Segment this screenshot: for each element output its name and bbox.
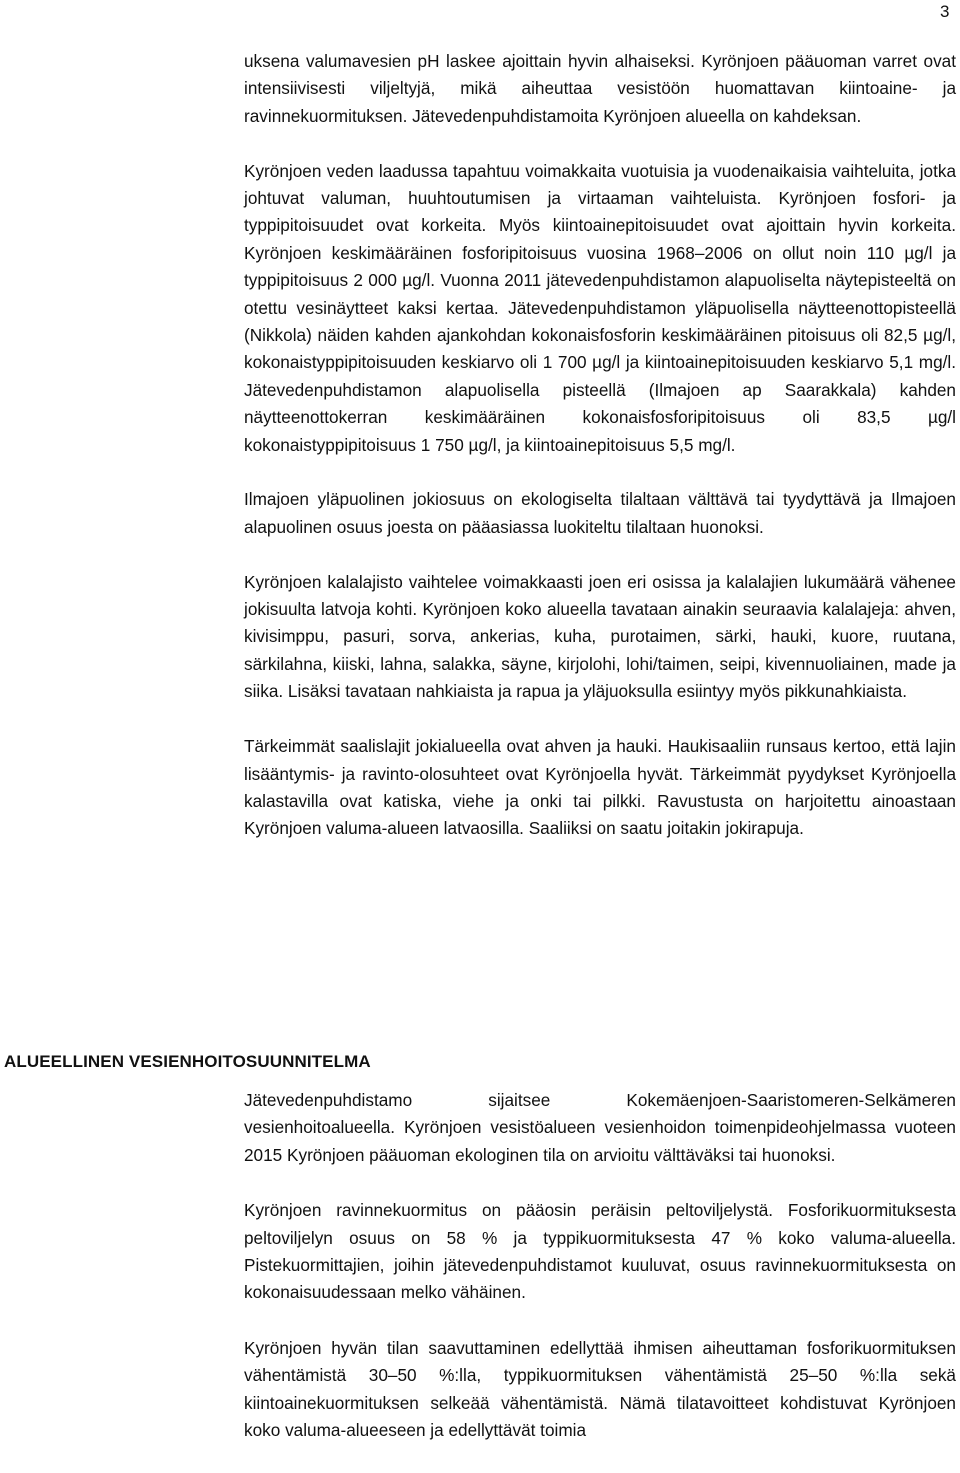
body-section-regional-plan: [244, 1087, 956, 1472]
paragraph-fish-species: Kyrönjoen kalalajisto vaihtelee voimakkaasti joen eri osissa ja kalalajien lukumäärä vähenee jokisuulta latvoja kohti. Kyrönjoen koko alueella tavataan ainakin seuraavia kalalajeja: ahven, kivisimppu, pasuri, sorva, ankerias, kuha, purotaimen, särki, hauki, kuore, ruutana, särkilahna, kiiski, lahna, salakka, säyne, kirjolohi, lohi/taimen, seipi, kivennuoliainen, made ja siika. Lisäksi tavataan nahkiaista ja rapua ja yläjuoksulla esiintyy myös pikkunahkiaista.: [244, 571, 956, 702]
paragraph-nutrient-load: Kyrönjoen ravinnekuormitus on pääosin peräisin peltoviljelystä. Fosforikuormituksesta peltoviljelyn osuus on 58 % ja typpikuormituksesta 47 % koko valuma-alueella. Pistekuormittajien, joihin jätevedenpuhdistamot kuuluvat, osuus ravinnekuormituksesta on kokonaisuudessaan melko vähäinen.: [244, 1200, 956, 1303]
paragraph-good-status-targets: Kyrönjoen hyvän tilan saavuttaminen edellyttää ihmisen aiheuttaman fosforikuormituksen vähentämistä 30–50 %:lla, typpikuormituksen vähentämistä 25–50 %:lla sekä kiintoainekuormituksen selkeää vähentämistä. Nämä tilatavoitteet kohdistuvat Kyrönjoen koko valuma-alueeseen ja edellyttävät toimia: [244, 1337, 956, 1441]
paragraph-management-area: Jätevedenpuhdistamo sijaitsee Kokemäenjoen-Saaristomeren-Selkämeren vesienhoitoalueella. Kyrönjoen vesistöalueen vesienhoidon toimenpideohjelmassa vuoteen 2015 Kyrönjoen pääuoman ekologinen tila on arvioitu välttäväksi tai huonoksi.: [244, 1090, 956, 1165]
body-section-water-quality: [244, 48, 956, 870]
paragraph-catch-species: Tärkeimmät saalislajit jokialueella ovat ahven ja hauki. Haukisaaliin runsaus kertoo, että lajin lisääntymis- ja ravinto-olosuhteet ovat Kyrönjoella hyvät. Tärkeimmät pyydykset Kyrönjoella kalastavilla ovat katiska, viehe ja onki tai pilkki. Ravustusta on harjoitettu ainoastaan Kyrönjoen valuma-alueen latvaosilla. Saaliiksi on saatu joitakin jokirapuja.: [244, 736, 956, 839]
paragraph-ph-and-load: uksena valumavesien pH laskee ajoittain hyvin alhaiseksi. Kyrönjoen pääuoman varret ovat intensiivisesti viljeltyjä, mikä aiheuttaa vesistöön huomattavan kiintoaine- ja ravinnekuormituksen. Jätevedenpuhdistamoita Kyrönjoen alueella on kahdeksan.: [244, 51, 956, 126]
paragraph-water-quality-values: Kyrönjoen veden laadussa tapahtuu voimakkaita vuotuisia ja vuodenaikaisia vaihteluita, jotka johtuvat valuman, huuhtoutumisen ja virtaaman vaihteluista. Kyrönjoen fosfori- ja typpipitoisuudet ovat korkeita. Myös kiintoainepitoisuudet ovat ajoittain hyvin korkeita. Kyrönjoen keskimääräinen fosforipitoisuus vuosina 1968–2006 on ollut noin 110 µg/l ja typpipitoisuus 2 000 µg/l. Vuonna 2011 jätevedenpuhdistamon alapuoliselta näytepisteeltä on otettu vesinäytteet kaksi kertaa. Jätevedenpuhdistamon yläpuolisella näytteenottopisteellä (Nikkola) näiden kahden ajankohdan kokonaisfosforin keskimääräinen pitoisuus oli 82,5 µg/l, kokonaistyppipitoisuuden keskiarvo oli 1 700 µg/l ja kiintoainepitoisuuden keskiarvo 5,1 mg/l. Jätevedenpuhdistamon alapuolisella pisteellä (Ilmajoen ap Saarakkala) kahden näytteenottokerran keskimääräinen kokonaisfosforipitoisuus oli 83,5 µg/l kokonaistyppipitoisuus 1 750 µg/l, ja kiintoainepitoisuus 5,5 mg/l.: [244, 160, 956, 455]
page-number: 3: [940, 2, 950, 21]
paragraph-ecological-status: Ilmajoen yläpuolinen jokiosuus on ekologiselta tilaltaan välttävä tai tyydyttävä ja Ilmajoen alapuolinen osuus joesta on pääasiassa luokiteltu tilaltaan huonoksi.: [244, 489, 956, 537]
section-heading-regional-plan: ALUEELLINEN VESIENHOITOSUUNNITELMA: [4, 1052, 371, 1071]
